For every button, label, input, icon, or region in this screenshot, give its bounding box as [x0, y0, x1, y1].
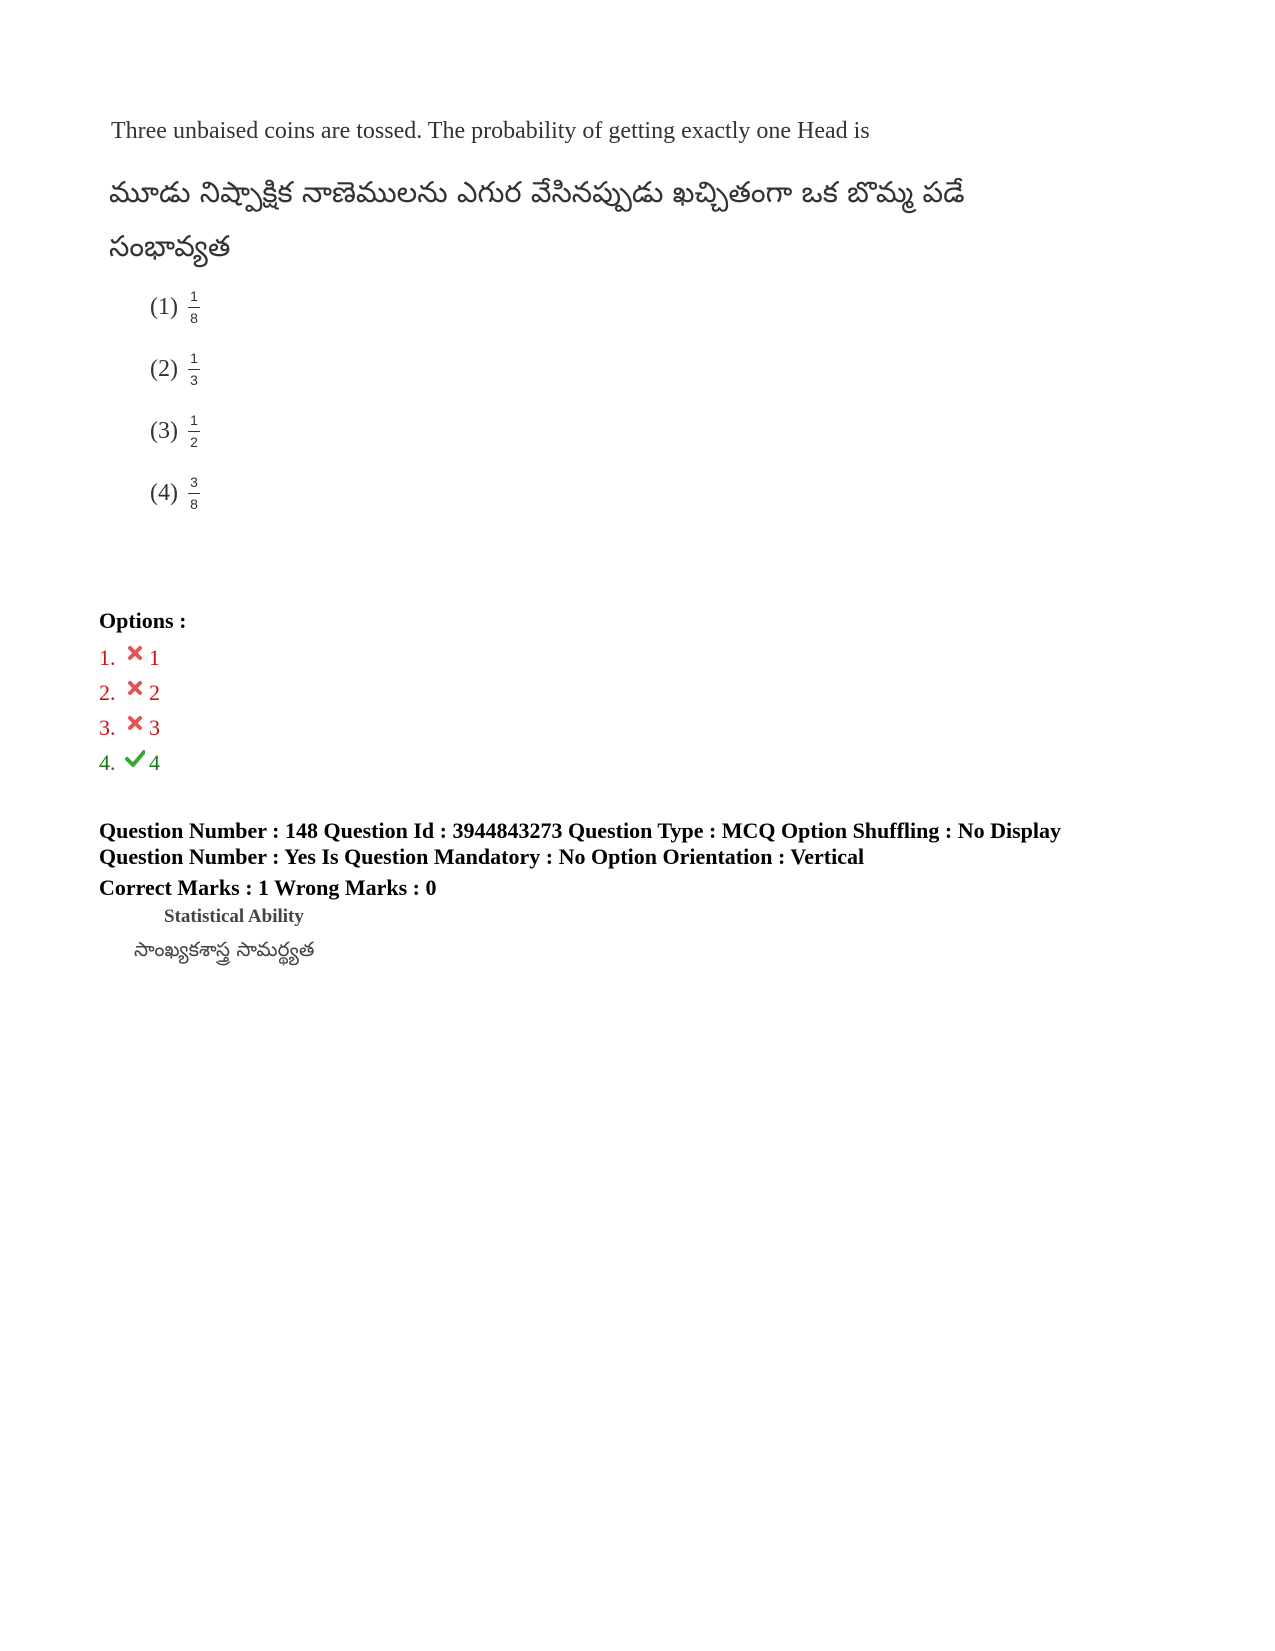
option-value: 3	[149, 714, 160, 740]
choice-2	[150, 338, 200, 400]
subject-telugu: సాంఖ్యకశాస్త్ర సామర్థ్యత	[134, 937, 315, 961]
choice-label: (1)	[150, 293, 178, 320]
fraction	[188, 474, 200, 513]
cross-icon	[125, 643, 145, 663]
fraction-bar	[188, 307, 200, 308]
meta-line-3: Correct Marks : 1 Wrong Marks : 0	[99, 875, 437, 900]
check-icon	[125, 748, 145, 768]
meta-line-1: Question Number : 148 Question Id : 3944843273 Question Type : MCQ Option Shuffling : No Display	[99, 818, 1062, 843]
fraction-denominator: 3	[190, 371, 198, 388]
option-index: 3.	[99, 714, 116, 740]
fraction-numerator: 1	[190, 411, 198, 428]
option-item-2	[99, 675, 160, 710]
fraction-denominator: 2	[190, 433, 198, 450]
meta-line-2: Question Number : Yes Is Question Mandatory : No Option Orientation : Vertical	[99, 844, 865, 869]
fraction	[188, 350, 200, 389]
question-english: Three unbaised coins are tossed. The probability of getting exactly one Head is	[111, 118, 870, 144]
fraction	[188, 412, 200, 451]
option-index: 4.	[99, 749, 116, 775]
option-item-3	[99, 710, 160, 745]
choice-3	[150, 400, 200, 462]
fraction-denominator: 8	[190, 495, 198, 512]
option-list	[99, 640, 160, 780]
fraction	[188, 288, 200, 327]
fraction-denominator: 8	[190, 309, 198, 326]
fraction-numerator: 1	[190, 287, 198, 304]
cross-icon	[125, 678, 145, 698]
option-value: 1	[149, 644, 160, 670]
option-item-4	[99, 745, 160, 780]
subject-english: Statistical Ability	[164, 906, 304, 927]
question-telugu: మూడు నిష్పాక్షిక నాణెములను ఎగుర వేసినప్పుడు ఖచ్చితంగా ఒక బొమ్మ పడే సంభావ్యత	[109, 175, 965, 263]
option-value: 2	[149, 679, 160, 705]
fraction-numerator: 1	[190, 349, 198, 366]
choice-4	[150, 462, 200, 524]
choice-label: (4)	[150, 479, 178, 506]
fraction-bar	[188, 369, 200, 370]
cross-icon	[125, 713, 145, 733]
option-index: 2.	[99, 679, 116, 705]
choice-label: (3)	[150, 417, 178, 444]
options-heading: Options :	[99, 608, 187, 633]
fraction-numerator: 3	[190, 473, 198, 490]
fraction-bar	[188, 431, 200, 432]
choice-list	[150, 276, 200, 524]
fraction-bar	[188, 493, 200, 494]
choice-label: (2)	[150, 355, 178, 382]
option-value: 4	[149, 749, 160, 775]
option-index: 1.	[99, 644, 116, 670]
choice-1	[150, 276, 200, 338]
option-item-1	[99, 640, 160, 675]
